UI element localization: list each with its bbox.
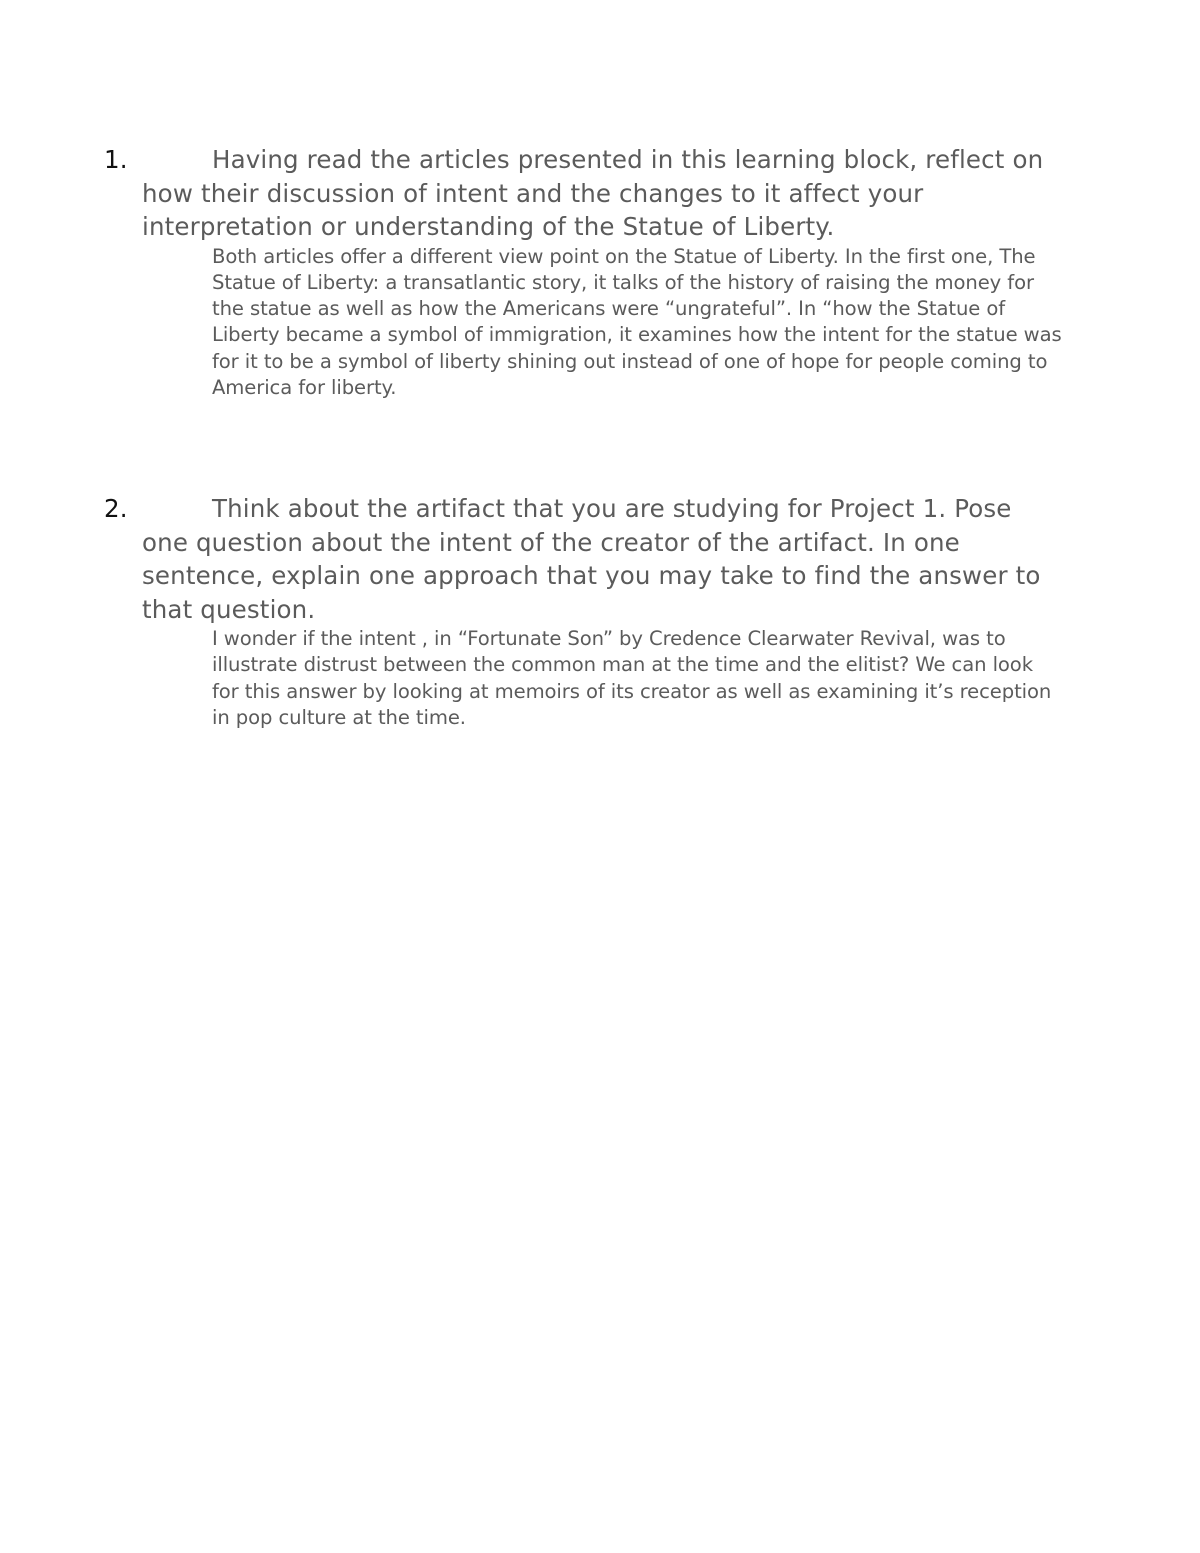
list-item: [104, 143, 1064, 401]
list-item: [104, 492, 1064, 731]
question-1: [104, 143, 1064, 244]
answer-1: Both articles offer a different view point on the Statue of Liberty. In the first one, The Statue of Liberty: a transatlantic story, it talks of the history of raising the money for the statue as well as how the Americans were “ungrateful”. In “how the Statue of Liberty became a symbol of immigration, it examines how the intent for the statue was for it to be a symbol of liberty shining out instead of one of hope for people coming to America for liberty.: [212, 244, 1062, 399]
answer-2: I wonder if the intent , in “Fortunate Son” by Credence Clearwater Revival, was to illustrate distrust between the common man at the time and the elitist? We can look for this answer by looking at memoirs of its creator as well as examining it’s reception in pop culture at the time.: [212, 627, 1052, 729]
question-text: Think about the artifact that you are studying for Project 1. Pose one question about the intent of the creator of the artifact. In one sentence, explain one approach that you may take to find the answer to that question.: [142, 494, 1041, 624]
item-number: 2.: [104, 494, 128, 523]
item-number: 1.: [104, 145, 128, 174]
question-2: [104, 492, 1064, 626]
question-text: Having read the articles presented in this learning block, reflect on how their discussion of intent and the changes to it affect your interpretation or understanding of the Statue of Liberty.: [142, 145, 1044, 241]
